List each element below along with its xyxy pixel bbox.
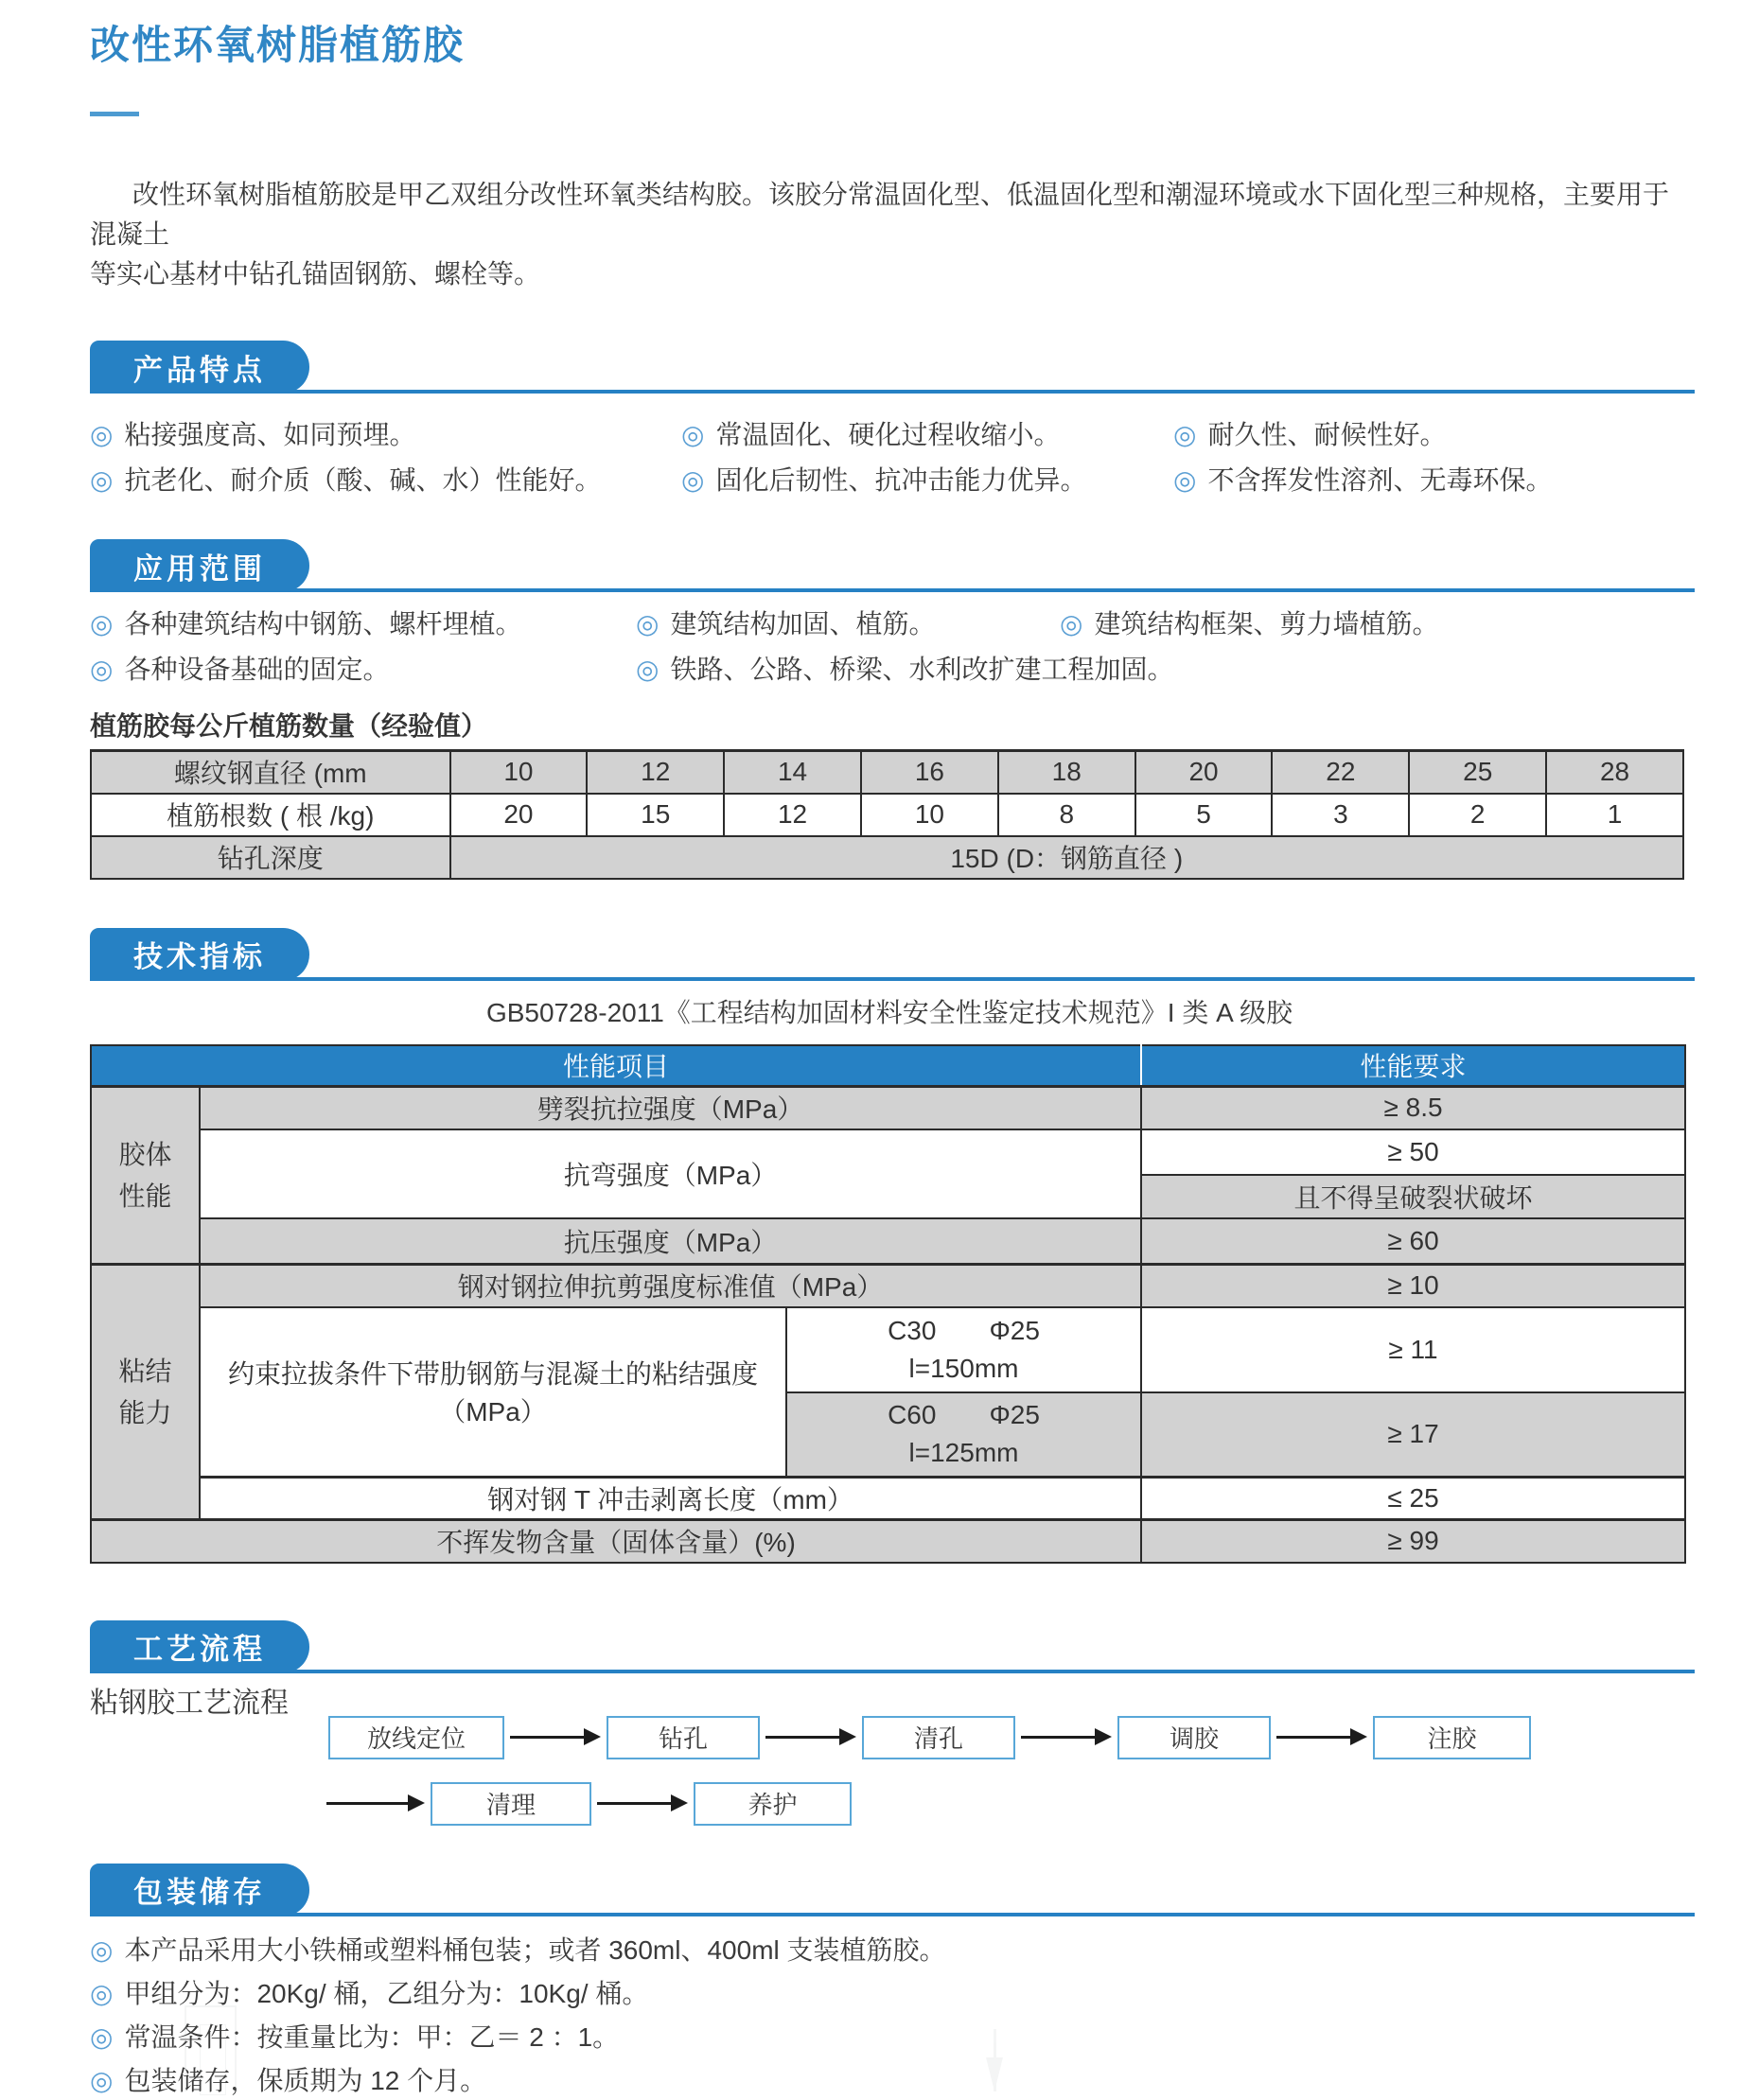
section-divider <box>90 977 1695 981</box>
bullet-icon: ◎ <box>90 420 114 449</box>
count-value: 10 <box>861 794 998 836</box>
flow-row-1 <box>328 1716 1689 1759</box>
diameter-value: 14 <box>724 751 861 794</box>
page-title: 改性环氧树脂植筋胶 <box>90 23 466 67</box>
storage-item <box>90 2019 1689 2056</box>
diameter-value: 10 <box>450 751 588 794</box>
spec-table <box>90 1044 1686 1564</box>
spec-header-row <box>91 1045 1685 1087</box>
feature-text: 耐久性、耐候性好。 <box>1207 420 1447 449</box>
applications-list <box>90 605 1689 689</box>
spec-item: 钢对钢 T 冲击剥离长度（mm） <box>200 1478 1141 1520</box>
bullet-icon: ◎ <box>636 655 660 684</box>
application-text: 建筑结构加固、植筋。 <box>670 609 936 639</box>
feature-text: 不含挥发性溶剂、无毒环保。 <box>1207 465 1553 495</box>
flow-step-inject: 注胶 <box>1373 1716 1531 1759</box>
count-value: 12 <box>724 794 861 836</box>
spec-req: ≥ 17 <box>1141 1392 1685 1478</box>
bullet-icon: ◎ <box>636 609 660 639</box>
spec-req: ≥ 10 <box>1141 1265 1685 1307</box>
bullet-icon: ◎ <box>1060 609 1083 639</box>
feature-item <box>1173 416 1689 454</box>
bullet-icon: ◎ <box>90 609 114 639</box>
spec-req: ≥ 99 <box>1141 1520 1685 1563</box>
table-row-count <box>91 794 1683 836</box>
diameter-value: 18 <box>998 751 1135 794</box>
application-item <box>1060 605 1689 643</box>
process-subtitle: 粘钢胶工艺流程 <box>90 1687 289 1719</box>
section-header-process <box>90 1620 1689 1673</box>
spec-row-split-tensile <box>91 1087 1685 1129</box>
diameter-label: 螺纹钢直径 (mm <box>91 751 450 794</box>
application-item <box>90 651 636 689</box>
spec-row-compressive <box>91 1218 1685 1265</box>
process-badge: 工艺流程 <box>90 1620 309 1673</box>
storage-badge: 包装储存 <box>90 1864 309 1916</box>
spec-row-shear <box>91 1265 1685 1307</box>
feature-item <box>90 416 681 454</box>
intro-line-1: 改性环氧树脂植筋胶是甲乙双组分改性环氧类结构胶。该胶分常温固化型、低温固化型和潮湿环境或水下固化型三种规格，主要用于混凝土 <box>90 180 1670 249</box>
features-badge: 产品特点 <box>90 341 309 394</box>
rebar-table-title: 植筋胶每公斤植筋数量（经验值） <box>90 711 488 741</box>
spec-subcondition-length: l=125mm <box>908 1438 1019 1468</box>
storage-item <box>90 1932 1689 1969</box>
spec-req: ≥ 11 <box>1141 1307 1685 1392</box>
section-divider <box>90 1913 1695 1916</box>
storage-text: 常温条件：按重量比为：甲：乙＝ 2 ：1。 <box>124 2021 620 2052</box>
diameter-value: 20 <box>1135 751 1273 794</box>
spec-item: 不挥发物含量（固体含量）(%) <box>91 1520 1141 1563</box>
arrow-right-icon <box>597 1782 688 1826</box>
feature-text: 固化后韧性、抗冲击能力优异。 <box>715 465 1087 495</box>
feature-item <box>90 462 681 499</box>
spec-subcondition-grade: C60 Φ25 <box>888 1400 1040 1430</box>
spec-col-item: 性能项目 <box>91 1045 1141 1087</box>
section-divider <box>90 1670 1695 1673</box>
arrow-right-icon <box>326 1782 425 1826</box>
section-divider <box>90 588 1695 592</box>
spec-col-req: 性能要求 <box>1141 1045 1685 1087</box>
spec-req: ≥ 60 <box>1141 1218 1685 1265</box>
spec-item: 钢对钢拉伸抗剪强度标准值（MPa） <box>200 1265 1141 1307</box>
bullet-icon: ◎ <box>1173 465 1197 495</box>
spec-item: 劈裂抗拉强度（MPa） <box>200 1087 1141 1129</box>
section-header-specs <box>90 928 1689 981</box>
spec-req-note: 且不得呈破裂状破坏 <box>1141 1175 1685 1218</box>
count-value: 20 <box>450 794 588 836</box>
storage-text: 甲组分为：20Kg/ 桶，乙组分为：10Kg/ 桶。 <box>124 1978 649 2008</box>
spec-item: 约束拉拔条件下带肋钢筋与混凝土的粘结强度（MPa） <box>200 1307 786 1478</box>
bullet-icon: ◎ <box>90 2021 114 2052</box>
bullet-icon: ◎ <box>90 1934 114 1965</box>
bullet-icon: ◎ <box>90 465 114 495</box>
diameter-value: 12 <box>587 751 724 794</box>
flow-step-clean-hole: 清孔 <box>862 1716 1015 1759</box>
application-item <box>636 605 1060 643</box>
count-value: 3 <box>1272 794 1409 836</box>
count-value: 2 <box>1409 794 1546 836</box>
flow-step-cleanup: 清理 <box>431 1782 591 1826</box>
spec-req: ≥ 50 <box>1141 1129 1685 1175</box>
depth-label: 钻孔深度 <box>91 836 450 879</box>
count-value: 8 <box>998 794 1135 836</box>
count-value: 15 <box>587 794 724 836</box>
application-item <box>636 651 1689 689</box>
applications-badge: 应用范围 <box>90 539 309 592</box>
bullet-icon: ◎ <box>681 420 705 449</box>
spec-item: 抗压强度（MPa） <box>200 1218 1141 1265</box>
application-text: 建筑结构框架、剪力墙植筋。 <box>1094 609 1439 639</box>
bullet-icon: ◎ <box>90 2065 114 2095</box>
count-label: 植筋根数 ( 根 /kg) <box>91 794 450 836</box>
flow-step-cure: 养护 <box>694 1782 852 1826</box>
spec-row-bond-c30 <box>91 1307 1685 1392</box>
spec-req: ≤ 25 <box>1141 1478 1685 1520</box>
rebar-count-table <box>90 749 1684 880</box>
diameter-value: 28 <box>1546 751 1683 794</box>
flow-row-2 <box>326 1782 1689 1826</box>
feature-item <box>681 416 1173 454</box>
arrow-right-icon <box>1021 1716 1112 1759</box>
storage-text: 包装储存，保质期为 12 个月。 <box>124 2065 487 2095</box>
spec-group-bond: 粘结能力 <box>91 1265 200 1520</box>
flow-step-layout: 放线定位 <box>328 1716 504 1759</box>
section-divider <box>90 390 1695 394</box>
storage-item <box>90 2062 1689 2100</box>
application-item <box>90 605 636 643</box>
spec-subcondition <box>786 1392 1141 1478</box>
arrow-right-icon <box>1276 1716 1367 1759</box>
storage-item <box>90 1975 1689 2013</box>
spec-item: 抗弯强度（MPa） <box>200 1129 1141 1218</box>
standard-reference: GB50728-2011《工程结构加固材料安全性鉴定技术规范》I 类 A 级胶 <box>485 997 1293 1027</box>
storage-text: 本产品采用大小铁桶或塑料桶包装；或者 360ml、400ml 支装植筋胶。 <box>124 1934 946 1965</box>
diameter-value: 16 <box>861 751 998 794</box>
spec-subcondition-length: l=150mm <box>908 1353 1019 1383</box>
bullet-icon: ◎ <box>1173 420 1197 449</box>
feature-text: 常温固化、硬化过程收缩小。 <box>715 420 1061 449</box>
diameter-value: 25 <box>1409 751 1546 794</box>
arrow-right-icon <box>510 1716 601 1759</box>
feature-item <box>681 462 1173 499</box>
bullet-icon: ◎ <box>90 1978 114 2008</box>
depth-value: 15D (D：钢筋直径 ) <box>450 836 1684 879</box>
process-flowchart <box>90 1716 1689 1826</box>
count-value: 1 <box>1546 794 1683 836</box>
intro-paragraph <box>90 175 1689 294</box>
application-text: 铁路、公路、桥梁、水利改扩建工程加固。 <box>670 655 1174 684</box>
application-text: 各种设备基础的固定。 <box>124 655 390 684</box>
count-value: 5 <box>1135 794 1273 836</box>
specs-badge: 技术指标 <box>90 928 309 981</box>
features-list <box>90 416 1689 499</box>
flow-step-drill: 钻孔 <box>607 1716 760 1759</box>
bullet-icon: ◎ <box>90 655 114 684</box>
arrow-right-icon <box>765 1716 856 1759</box>
flow-step-mix: 调胶 <box>1117 1716 1271 1759</box>
title-underline <box>90 112 139 116</box>
spec-subcondition-grade: C30 Φ25 <box>888 1315 1040 1345</box>
intro-line-2: 等实心基材中钻孔锚固钢筋、螺栓等。 <box>90 259 541 289</box>
spec-row-flexural <box>91 1129 1685 1175</box>
spec-row-nonvolatile <box>91 1520 1685 1563</box>
application-text: 各种建筑结构中钢筋、螺杆埋植。 <box>124 609 522 639</box>
table-row-diameter <box>91 751 1683 794</box>
section-header-applications <box>90 539 1689 592</box>
feature-item <box>1173 462 1689 499</box>
feature-text: 抗老化、耐介质（酸、碱、水）性能好。 <box>124 465 602 495</box>
spec-subcondition <box>786 1307 1141 1392</box>
feature-text: 粘接强度高、如同预埋。 <box>124 420 416 449</box>
spec-row-peel <box>91 1478 1685 1520</box>
diameter-value: 22 <box>1272 751 1409 794</box>
bullet-icon: ◎ <box>681 465 705 495</box>
section-header-storage <box>90 1864 1689 1916</box>
spec-group-glue: 胶体性能 <box>91 1087 200 1265</box>
spec-req: ≥ 8.5 <box>1141 1087 1685 1129</box>
section-header-features <box>90 341 1689 394</box>
table-row-depth <box>91 836 1683 879</box>
storage-list <box>90 1932 1689 2100</box>
